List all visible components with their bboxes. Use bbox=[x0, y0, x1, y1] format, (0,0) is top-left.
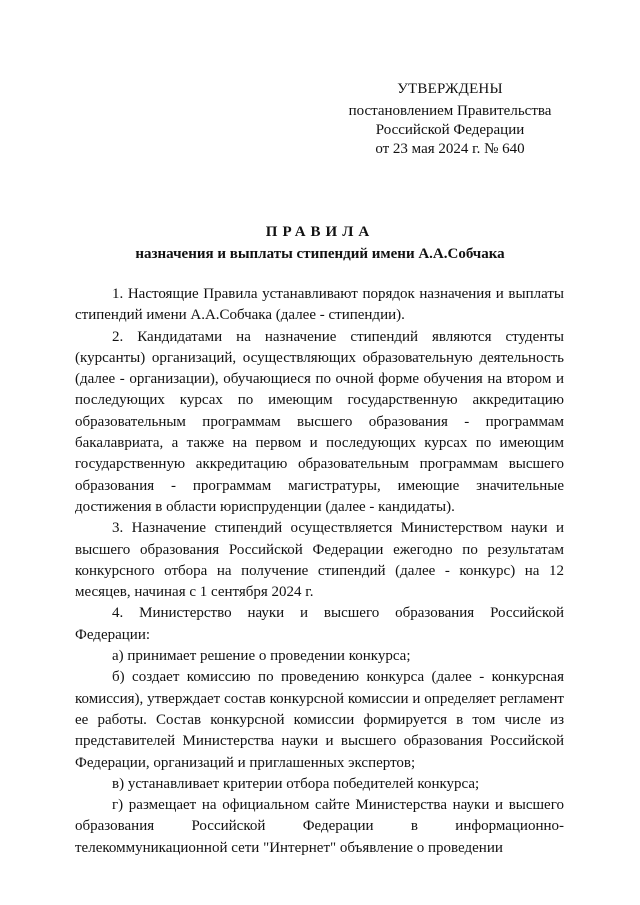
approval-block bbox=[330, 80, 570, 159]
paragraph-4v: в) устанавливает критерии отбора победителей конкурса; bbox=[112, 775, 480, 792]
paragraph-2: 2. Кандидатами на назначение стипендий являются студенты (курсанты) организаций, осуществляющих образовательную деятельность (далее - организации), обучающиеся по очной форме обучения на втором и последующих курсах по имеющим государственную аккредитацию образовательным программам высшего образования - программам бакалавриата, а также на первом и последующих курсах по имеющим государственную аккредитацию образовательным программам высшего образования - программам магистратуры, имеющие значительные достижения в области юриспруденции (далее - кандидаты). bbox=[75, 328, 564, 515]
document-title: ПРАВИЛА bbox=[265, 224, 375, 240]
paragraph-4: 4. Министерство науки и высшего образования Российской Федерации: bbox=[75, 605, 564, 643]
approval-line-1: постановлением Правительства bbox=[348, 103, 552, 119]
document-subtitle: назначения и выплаты стипендий имени А.А.Собчака bbox=[135, 246, 505, 262]
paragraph-4g: г) размещает на официальном сайте Министерства науки и высшего образования Российской Федерации в информационно-телекоммуникационной сети "Интернет" объявление о проведении bbox=[75, 797, 564, 856]
approval-line-3: от 23 мая 2024 г. № 640 bbox=[375, 141, 525, 157]
document-body bbox=[75, 284, 564, 859]
paragraph-4b: б) создает комиссию по проведению конкурса (далее - конкурсная комиссия), утверждает состав конкурсной комиссии и определяет регламент ее работы. Состав конкурсной комиссии формируется в том числе из представителей Министерства науки и высшего образования Российской Федерации, организаций и приглашенных экспертов; bbox=[75, 669, 564, 771]
approval-heading: УТВЕРЖДЕНЫ bbox=[397, 81, 503, 97]
paragraph-3: 3. Назначение стипендий осуществляется Министерством науки и высшего образования Российской Федерации ежегодно по результатам конкурсного отбора на получение стипендий (далее - конкурс) на 12 месяцев, начиная с 1 сентября 2024 г. bbox=[75, 520, 564, 601]
paragraph-4a: а) принимает решение о проведении конкурса; bbox=[112, 648, 411, 665]
paragraph-1: 1. Настоящие Правила устанавливают порядок назначения и выплаты стипендий имени А.А.Собчака (далее - стипендии). bbox=[75, 286, 564, 324]
approval-line-2: Российской Федерации bbox=[375, 122, 525, 138]
